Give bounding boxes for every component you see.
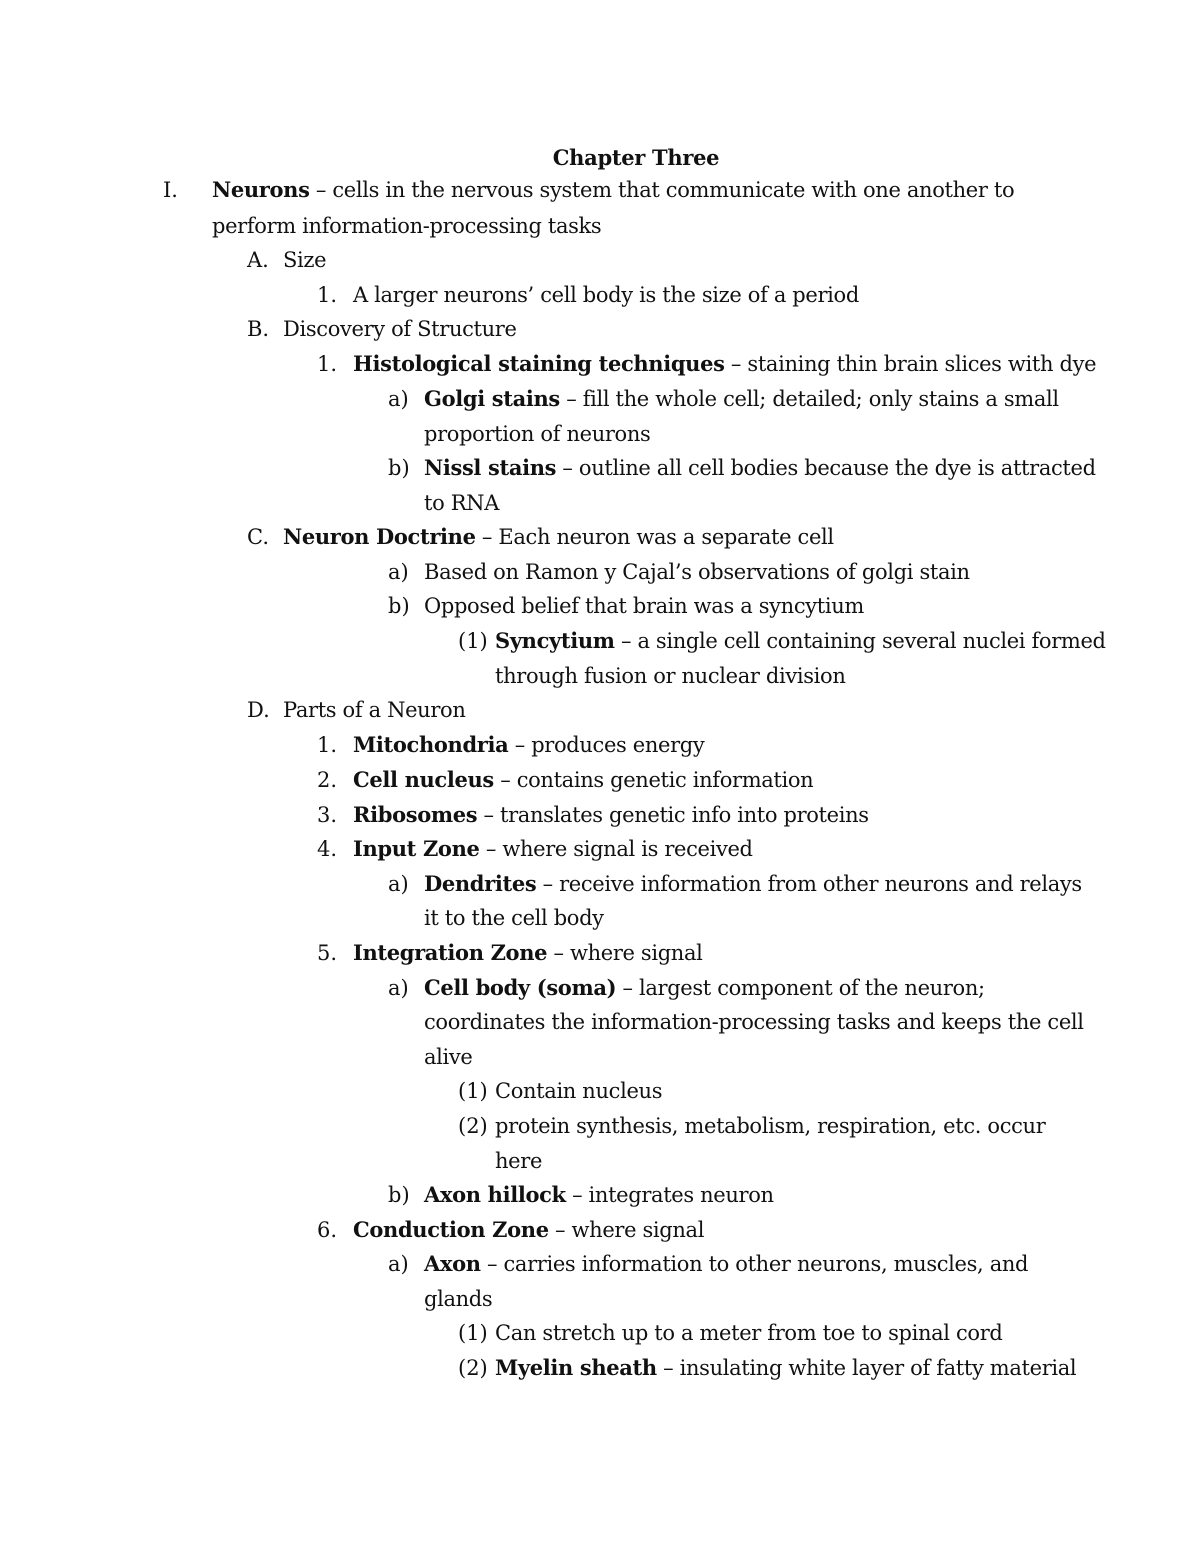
term-axon-hillock: Axon hillock <box>424 1182 566 1207</box>
page-title: Chapter Three <box>552 145 720 170</box>
outline-marker-D6a1: (1) <box>458 1321 488 1345</box>
outline-item-neurons <box>212 175 1014 205</box>
outline-item-histological <box>353 349 1096 379</box>
outline-item-discovery: Discovery of Structure <box>283 317 517 341</box>
outline-marker-D6: 6. <box>317 1218 338 1242</box>
term-cell-body: Cell body (soma) <box>424 975 617 1000</box>
definition-neurons-line2: perform information-processing tasks <box>212 214 602 238</box>
outline-item-syncytium <box>495 626 1106 656</box>
outline-item-opposed-belief: Opposed belief that brain was a syncytium <box>424 594 864 618</box>
outline-marker-D6a: a) <box>388 1252 409 1276</box>
outline-item-size: Size <box>283 248 327 272</box>
outline-marker-D5: 5. <box>317 941 338 965</box>
definition-axon-line1: – carries information to other neurons, muscles, and <box>480 1252 1029 1276</box>
outline-marker-D5a2: (2) <box>458 1114 488 1138</box>
outline-item-integration-zone <box>353 938 703 968</box>
definition-histological: – staining thin brain slices with dye <box>724 352 1097 376</box>
outline-marker-D4a: a) <box>388 872 409 896</box>
definition-myelin-sheath: – insulating white layer of fatty material <box>656 1356 1077 1380</box>
outline-marker-I: I. <box>163 178 178 202</box>
definition-mitochondria: – produces energy <box>508 733 705 757</box>
definition-dendrites-line1: – receive information from other neurons and relays <box>536 872 1082 896</box>
term-cell-nucleus: Cell nucleus <box>353 767 494 792</box>
term-axon: Axon <box>424 1251 481 1276</box>
outline-marker-Cb: b) <box>388 594 410 618</box>
outline-marker-D: D. <box>247 698 270 722</box>
outline-marker-Cb1: (1) <box>458 629 488 653</box>
definition-syncytium-line2: through fusion or nuclear division <box>495 664 846 688</box>
outline-marker-A: A. <box>247 248 269 272</box>
definition-axon-hillock: – integrates neuron <box>565 1183 774 1207</box>
outline-marker-D2: 2. <box>317 768 338 792</box>
outline-item-mitochondria <box>353 730 704 760</box>
definition-nissl-line2: to RNA <box>424 491 500 515</box>
definition-golgi-line1: – fill the whole cell; detailed; only stains a small <box>559 387 1059 411</box>
outline-marker-C: C. <box>247 525 269 549</box>
outline-item-protein-synthesis-line1: protein synthesis, metabolism, respiration, etc. occur <box>495 1114 1046 1138</box>
outline-item-size-1: A larger neurons’ cell body is the size of a period <box>353 283 859 307</box>
term-golgi: Golgi stains <box>424 386 560 411</box>
outline-marker-A1: 1. <box>317 283 338 307</box>
outline-item-parts-of-neuron: Parts of a Neuron <box>283 698 466 722</box>
outline-marker-D4: 4. <box>317 837 338 861</box>
definition-neuron-doctrine: – Each neuron was a separate cell <box>475 525 834 549</box>
outline-item-cell-nucleus <box>353 765 813 795</box>
term-mitochondria: Mitochondria <box>353 732 509 757</box>
definition-cell-nucleus: – contains genetic information <box>493 768 814 792</box>
outline-item-dendrites <box>424 869 1082 899</box>
definition-golgi-line2: proportion of neurons <box>424 422 651 446</box>
outline-item-axon <box>424 1249 1028 1279</box>
definition-input-zone: – where signal is received <box>479 837 753 861</box>
outline-item-golgi <box>424 384 1059 414</box>
definition-ribosomes: – translates genetic info into proteins <box>477 803 869 827</box>
outline-marker-B1a: a) <box>388 387 409 411</box>
outline-item-cajal: Based on Ramon y Cajal’s observations of golgi stain <box>424 560 970 584</box>
definition-neurons-line1: – cells in the nervous system that communicate with one another to <box>309 178 1015 202</box>
outline-item-neuron-doctrine <box>283 522 834 552</box>
term-nissl: Nissl stains <box>424 455 557 480</box>
definition-nissl-line1: – outline all cell bodies because the dye is attracted <box>556 456 1096 480</box>
outline-marker-Ca: a) <box>388 560 409 584</box>
outline-item-nissl <box>424 453 1096 483</box>
term-myelin-sheath: Myelin sheath <box>495 1355 657 1380</box>
definition-axon-line2: glands <box>424 1287 493 1311</box>
term-neurons: Neurons <box>212 177 310 202</box>
outline-marker-B1: 1. <box>317 352 338 376</box>
outline-marker-B1b: b) <box>388 456 410 480</box>
definition-dendrites-line2: it to the cell body <box>424 906 604 930</box>
term-conduction-zone: Conduction Zone <box>353 1217 549 1242</box>
outline-item-myelin-sheath <box>495 1353 1076 1383</box>
definition-conduction-zone: – where signal <box>548 1218 705 1242</box>
outline-item-axon-hillock <box>424 1180 774 1210</box>
definition-cell-body-line3: alive <box>424 1045 473 1069</box>
outline-item-cell-body <box>424 973 985 1003</box>
term-syncytium: Syncytium <box>495 628 615 653</box>
outline-marker-D6a2: (2) <box>458 1356 488 1380</box>
term-ribosomes: Ribosomes <box>353 802 478 827</box>
definition-integration-zone: – where signal <box>547 941 703 965</box>
outline-marker-D5a: a) <box>388 976 409 1000</box>
outline-marker-B: B. <box>247 317 270 341</box>
term-integration-zone: Integration Zone <box>353 940 548 965</box>
term-histological: Histological staining techniques <box>353 351 725 376</box>
outline-item-contain-nucleus: Contain nucleus <box>495 1079 663 1103</box>
outline-item-axon-length: Can stretch up to a meter from toe to spinal cord <box>495 1321 1003 1345</box>
term-neuron-doctrine: Neuron Doctrine <box>283 524 476 549</box>
term-input-zone: Input Zone <box>353 836 480 861</box>
outline-marker-D5a1: (1) <box>458 1079 488 1103</box>
definition-cell-body-line1: – largest component of the neuron; <box>616 976 985 1000</box>
outline-item-protein-synthesis-line2: here <box>495 1149 543 1173</box>
outline-item-input-zone <box>353 834 753 864</box>
outline-marker-D3: 3. <box>317 803 338 827</box>
outline-item-conduction-zone <box>353 1215 704 1245</box>
definition-syncytium-line1: – a single cell containing several nuclei formed <box>614 629 1106 653</box>
outline-item-ribosomes <box>353 800 869 830</box>
outline-marker-D1: 1. <box>317 733 338 757</box>
term-dendrites: Dendrites <box>424 871 537 896</box>
definition-cell-body-line2: coordinates the information-processing tasks and keeps the cell <box>424 1010 1084 1034</box>
outline-marker-D5b: b) <box>388 1183 410 1207</box>
